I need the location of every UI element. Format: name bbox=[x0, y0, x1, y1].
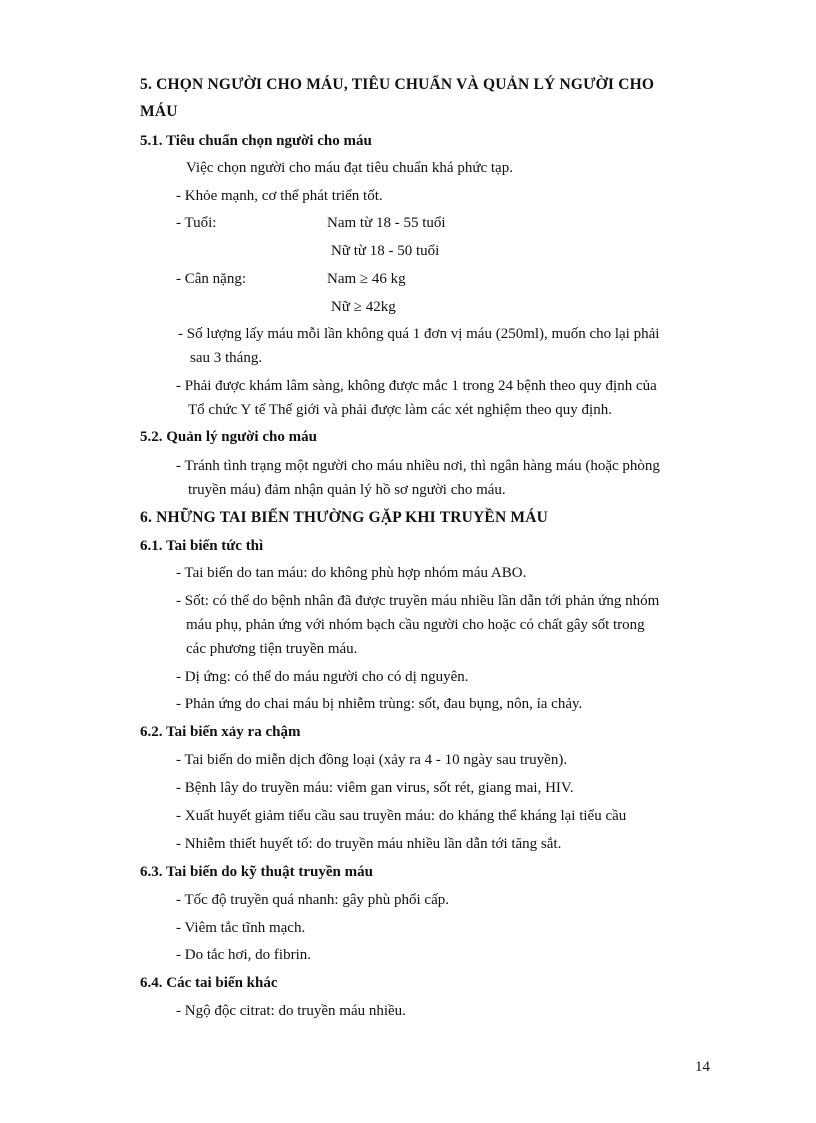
s62-item2: - Bệnh lây do truyền máu: viêm gan virus, sốt rét, giang mai, HIV. bbox=[176, 780, 574, 796]
s61-item1: - Tai biến do tan máu: do không phù hợp nhóm máu ABO. bbox=[176, 565, 527, 581]
s51-weight-female: Nữ ≥ 42kg bbox=[331, 299, 396, 315]
s51-weight-male: Nam ≥ 46 kg bbox=[327, 271, 406, 287]
s51-exam-line1: - Phải được khám lâm sàng, không được mắc 1 trong 24 bệnh theo quy định của bbox=[176, 378, 657, 394]
s61-item2-line3: các phương tiện truyền máu. bbox=[186, 641, 358, 657]
s63-item3: - Do tắc hơi, do fibrin. bbox=[176, 947, 311, 963]
subsection-6-2-heading: 6.2. Tai biến xảy ra chậm bbox=[140, 724, 301, 740]
subsection-6-3-heading: 6.3. Tai biến do kỹ thuật truyền máu bbox=[140, 864, 373, 880]
s63-item1: - Tốc độ truyền quá nhanh: gây phù phổi cấp. bbox=[176, 892, 449, 908]
subsection-6-1-heading: 6.1. Tai biến tức thì bbox=[140, 538, 264, 554]
subsection-5-1-heading: 5.1. Tiêu chuẩn chọn người cho máu bbox=[140, 133, 372, 149]
subsection-6-4-heading: 6.4. Các tai biến khác bbox=[140, 975, 278, 991]
s62-item1: - Tai biến do miễn dịch đồng loại (xảy ra 4 - 10 ngày sau truyền). bbox=[176, 752, 568, 768]
s52-line1: - Tránh tình trạng một người cho máu nhiều nơi, thì ngân hàng máu (hoặc phòng bbox=[176, 458, 660, 474]
s52-line2: truyền máu) đảm nhận quản lý hồ sơ người cho máu. bbox=[188, 482, 506, 498]
s63-item2: - Viêm tắc tĩnh mạch. bbox=[176, 920, 306, 936]
page-number: 14 bbox=[695, 1059, 710, 1075]
s61-item2-line2: máu phụ, phản ứng với nhóm bạch cầu người cho hoặc có chất gây sốt trong bbox=[186, 617, 645, 633]
s51-age-label: - Tuổi: bbox=[176, 215, 217, 231]
section-5-title-line2: MÁU bbox=[140, 103, 178, 120]
s51-age-male: Nam từ 18 - 55 tuổi bbox=[327, 215, 446, 231]
s51-health: - Khỏe mạnh, cơ thể phát triển tốt. bbox=[176, 188, 383, 204]
s64-item1: - Ngộ độc citrat: do truyền máu nhiều. bbox=[176, 1003, 406, 1019]
s62-item3: - Xuất huyết giảm tiểu cầu sau truyền máu: do kháng thể kháng lại tiểu cầu bbox=[176, 808, 627, 824]
subsection-5-2-heading: 5.2. Quản lý người cho máu bbox=[140, 429, 317, 445]
s62-item4: - Nhiễm thiết huyết tố: do truyền máu nhiều lần dẫn tới tăng sắt. bbox=[176, 836, 562, 852]
s51-volume-line2: sau 3 tháng. bbox=[190, 350, 263, 366]
s51-weight-label: - Cân nặng: bbox=[176, 271, 246, 287]
section-5-title-line1: 5. CHỌN NGƯỜI CHO MÁU, TIÊU CHUẨN VÀ QUẢN LÝ NGƯỜI CHO bbox=[140, 76, 655, 93]
s51-age-female: Nữ từ 18 - 50 tuổi bbox=[331, 243, 440, 259]
s61-item3: - Dị ứng: có thể do máu người cho có dị nguyên. bbox=[176, 669, 469, 685]
s61-item2-line1: - Sốt: có thể do bệnh nhân đã được truyền máu nhiều lần dẫn tới phản ứng nhóm bbox=[176, 593, 660, 609]
s51-intro: Việc chọn người cho máu đạt tiêu chuẩn khá phức tạp. bbox=[186, 160, 513, 176]
s61-item4: - Phản ứng do chai máu bị nhiễm trùng: sốt, đau bụng, nôn, ỉa chảy. bbox=[176, 696, 583, 712]
s51-exam-line2: Tổ chức Y tế Thế giới và phải được làm các xét nghiệm theo quy định. bbox=[188, 402, 612, 418]
section-6-title: 6. NHỮNG TAI BIẾN THƯỜNG GẶP KHI TRUYỀN MÁU bbox=[140, 509, 549, 526]
s51-volume-line1: - Số lượng lấy máu mỗi lần không quá 1 đơn vị máu (250ml), muốn cho lại phải bbox=[178, 326, 660, 342]
